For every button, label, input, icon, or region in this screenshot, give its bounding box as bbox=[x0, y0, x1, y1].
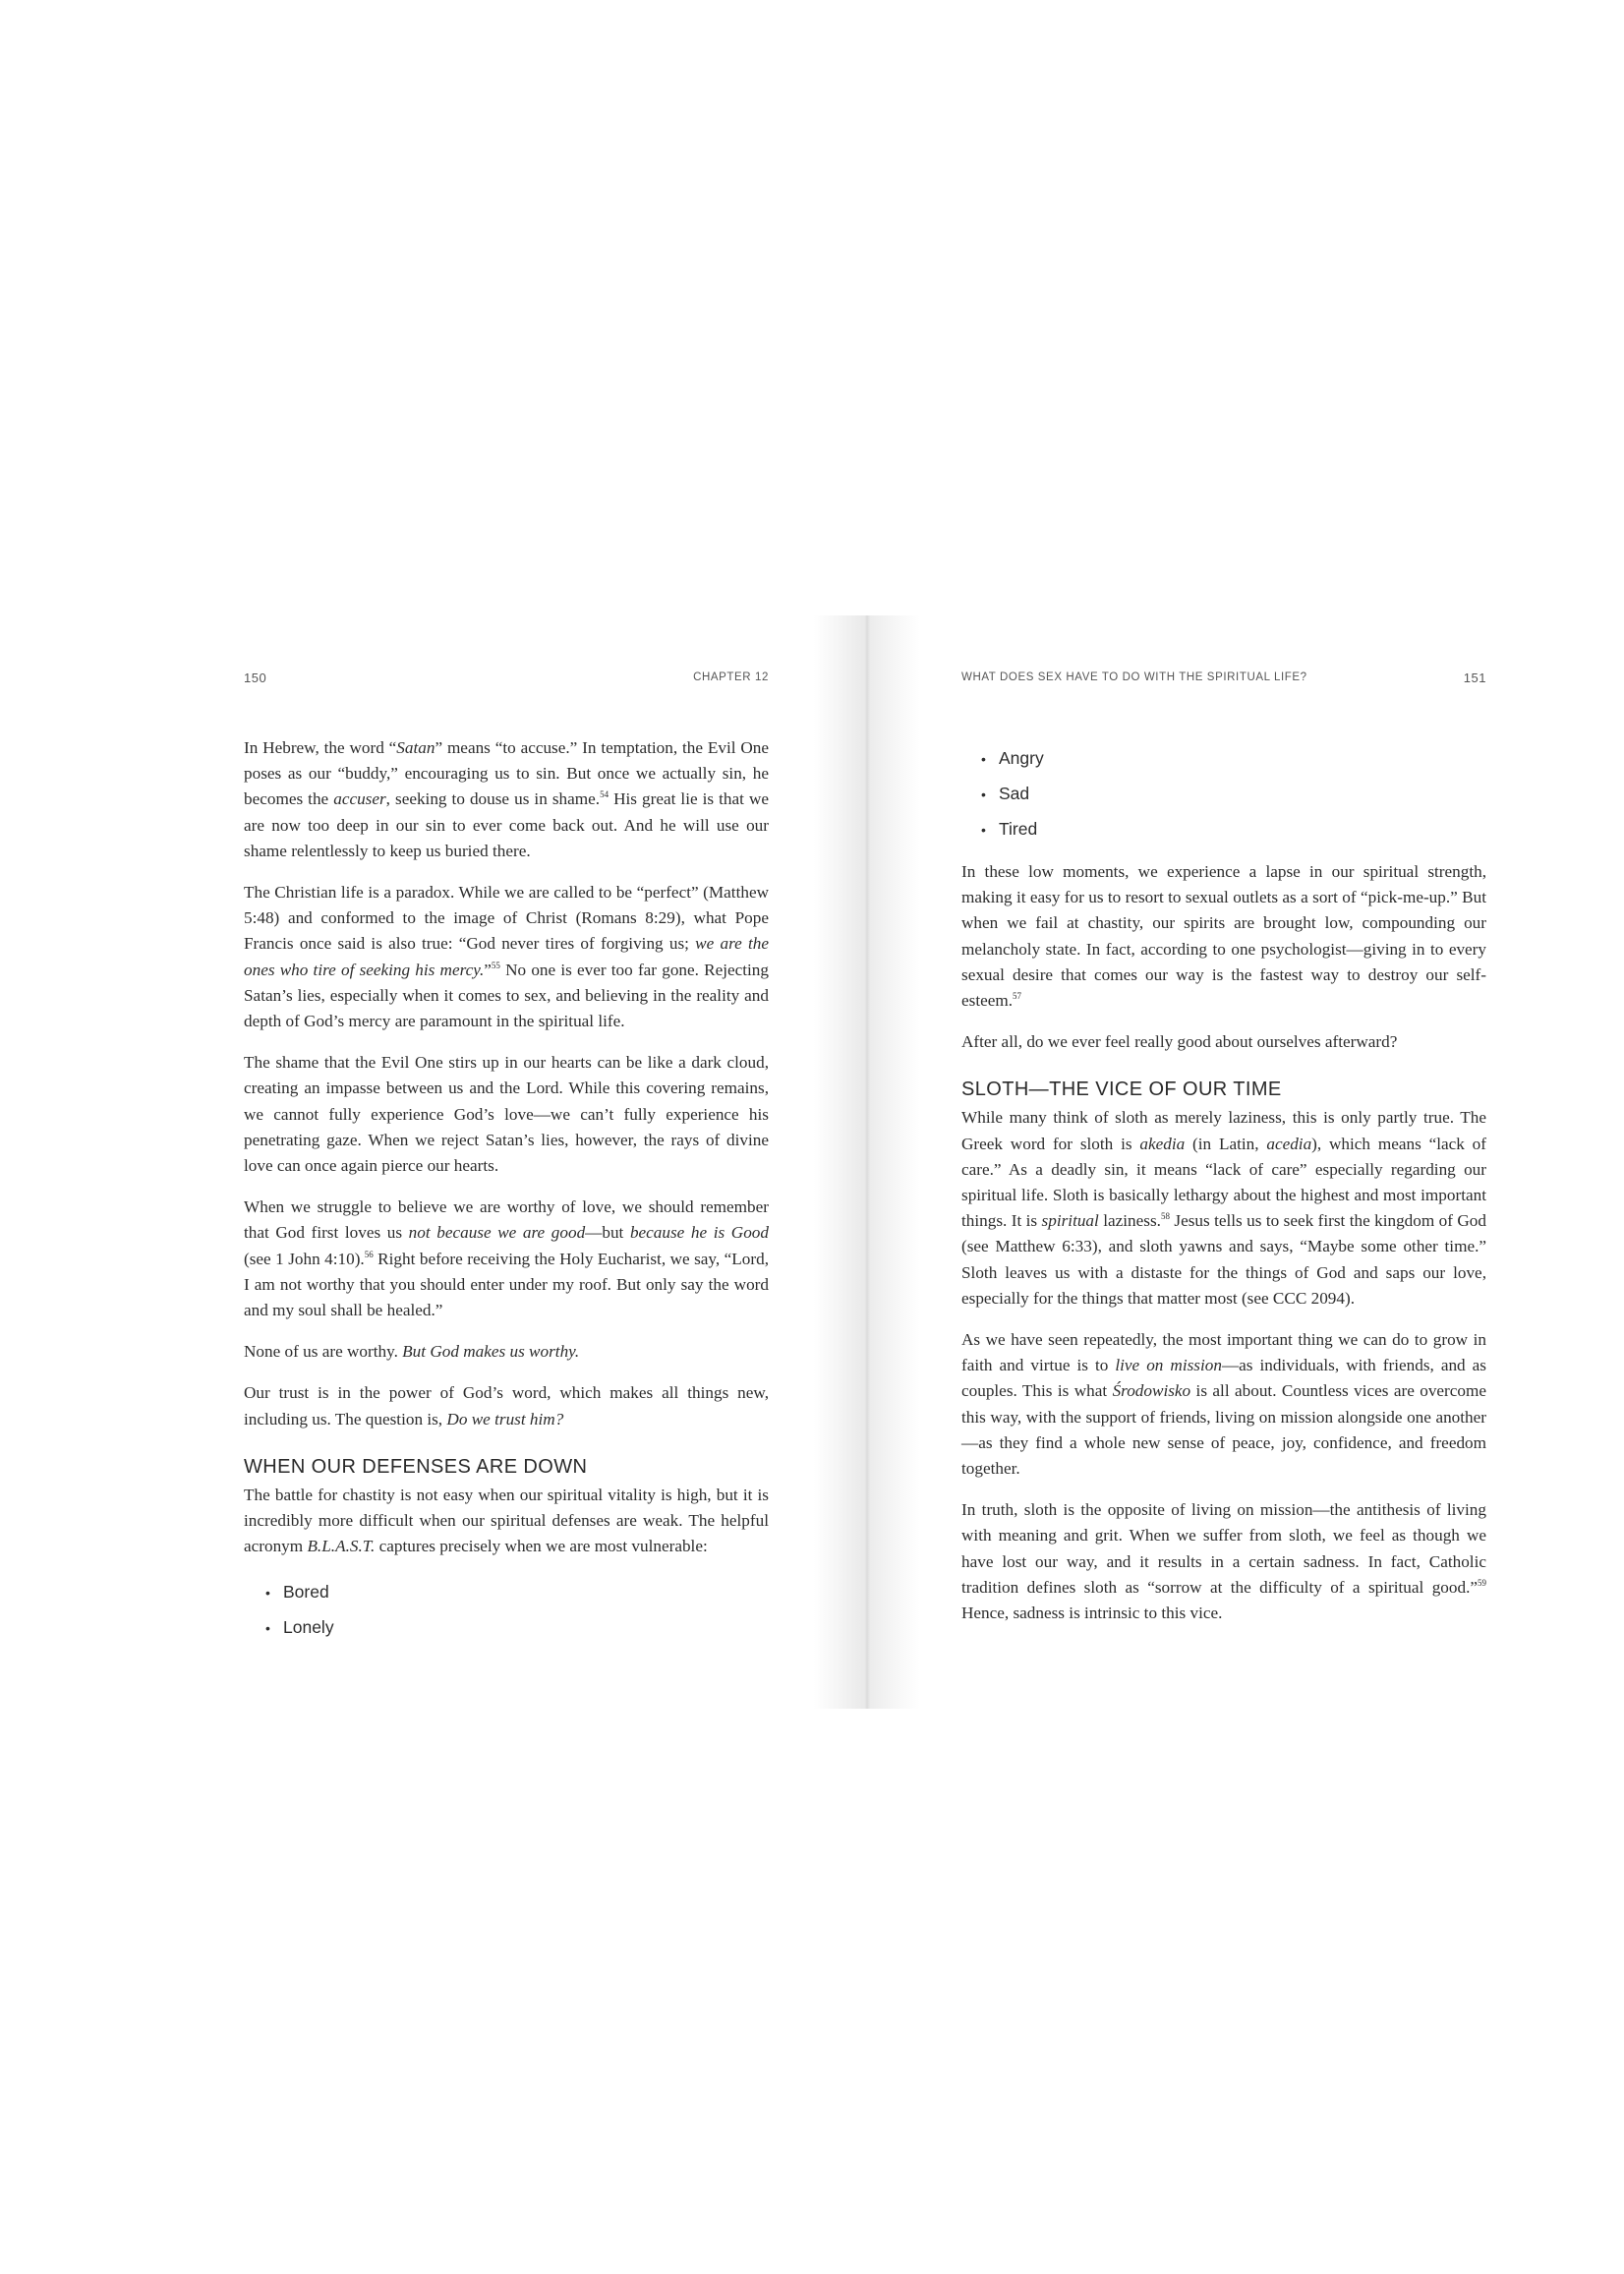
list-item bbox=[265, 1575, 769, 1610]
footnote-ref: 58 bbox=[1160, 1211, 1170, 1222]
book-gutter-shadow bbox=[814, 615, 920, 1709]
paragraph: When we struggle to believe we are worthy of love, we should remember that God first loves us not because we are good—but because he is Good (see 1 John 4:10).$^{56}$ Right before receiving the Holy Eucharist, we say, “Lord, I am not worthy that you should enter under my roof. But only say the word and my soul shall be healed.” bbox=[244, 1197, 770, 1320]
italic-text: not because we are good bbox=[408, 1223, 586, 1243]
paragraph: In these low moments, we experience a lapse in our spiritual strength, making it easy for us to resort to sexual outlets as a sort of “pick-me-up.” But when we fail at chastity, our spirits are brought low, compounding our melancholy state. In fact, according to one psychologist—giving in to every sexual desire that comes our way is the fastest way to destroy our self-esteem.$^{57}$ bbox=[961, 862, 1486, 1011]
list-item-label: Bored bbox=[283, 1582, 329, 1603]
section-heading: SLOTH—THE VICE OF OUR TIME bbox=[961, 1079, 1282, 1101]
left-page-body bbox=[244, 735, 769, 1658]
italic-text: B.L.A.S.T. bbox=[307, 1537, 376, 1556]
list-item bbox=[981, 812, 1486, 847]
paragraph: In Hebrew, the word “Satan” means “to accuse.” In temptation, the Evil One poses as our “buddy,” encouraging us to sin. But once we actually sin, he becomes the accuser, seeking to douse us in shame.$^{54}$ His great lie is that we are now too deep in our sin to ever come back out. And he will use our shame relentlessly to keep us buried there. bbox=[244, 738, 769, 860]
left-page-number: 150 bbox=[244, 671, 267, 685]
bullet-icon: • bbox=[981, 751, 986, 767]
italic-text: akedia bbox=[1139, 1134, 1186, 1153]
italic-text: acedia bbox=[1266, 1134, 1312, 1153]
left-page bbox=[244, 615, 769, 1709]
right-running-header bbox=[961, 671, 1486, 690]
right-running-head: WHAT DOES SEX HAVE TO DO WITH THE SPIRITUAL LIFE? bbox=[961, 671, 1307, 683]
right-page-number: 151 bbox=[1463, 671, 1486, 685]
list-item-label: Tired bbox=[999, 819, 1038, 839]
italic-text: spiritual bbox=[1041, 1211, 1099, 1231]
list-item bbox=[981, 741, 1486, 777]
paragraph: Our trust is in the power of God’s word, which makes all things new, including us. The question is, Do we trust him? bbox=[244, 1383, 769, 1429]
footnote-ref: 57 bbox=[1013, 991, 1022, 1002]
left-running-head: CHAPTER 12 bbox=[693, 671, 769, 683]
right-page-body bbox=[961, 741, 1486, 1642]
italic-text: But God makes us worthy. bbox=[402, 1342, 580, 1362]
blast-list bbox=[244, 1575, 769, 1646]
list-item-label: Sad bbox=[999, 784, 1030, 803]
paragraph: As we have seen repeatedly, the most important thing we can do to grow in faith and virtue is to live on mission—as individuals, with friends, and as couples. This is what Środowisko is all about. Countless vices are overcome this way, with the support of friends, living on mission alongside one another—as they find a whole new sense of peace, joy, confidence, and freedom together. bbox=[961, 1330, 1486, 1479]
italic-text: Do we trust him? bbox=[446, 1409, 564, 1429]
paragraph: The shame that the Evil One stirs up in our hearts can be like a dark cloud, creating an impasse between us and the Lord. While this covering remains, we cannot fully experience God’s love—we can’t fully experience his penetrating gaze. When we reject Satan’s lies, however, the rays of divine love can once again pierce our hearts. bbox=[244, 1053, 769, 1176]
blast-list-continued bbox=[961, 741, 1486, 847]
italic-text: we are the ones who tire of seeking his mercy. bbox=[244, 934, 769, 979]
paragraph: The Christian life is a paradox. While we are called to be “perfect” (Matthew 5:48) and conformed to the image of Christ (Romans 8:29), what Pope Francis once said is also true: “God never tires of forgiving us; we are the ones who tire of seeking his mercy.”$^{55}$ No one is ever too far gone. Rejecting Satan’s lies, especially when it comes to sex, and believing in the reality and depth of God’s mercy are paramount in the spiritual life. bbox=[244, 883, 769, 1031]
list-item bbox=[265, 1610, 769, 1646]
footnote-ref: 56 bbox=[364, 1249, 374, 1259]
bullet-icon: • bbox=[265, 1620, 270, 1637]
list-item-label: Lonely bbox=[283, 1617, 334, 1638]
footnote-ref: 59 bbox=[1478, 1577, 1486, 1588]
italic-text: Środowisko bbox=[1112, 1381, 1191, 1401]
bullet-icon: • bbox=[981, 822, 986, 838]
list-item bbox=[981, 777, 1486, 812]
footnote-ref: 55 bbox=[491, 960, 500, 970]
paragraph: None of us are worthy. But God makes us worthy. bbox=[244, 1342, 580, 1362]
paragraph: In truth, sloth is the opposite of living on mission—the antithesis of living with meaning and grit. When we suffer from sloth, we feel as though we have lost our way, and it results in a certain sadness. In fact, Catholic tradition defines sloth as “sorrow at the difficulty of a spiritual good.”$^{59}$ Hence, sadness is intrinsic to this vice. bbox=[961, 1500, 1486, 1623]
paragraph: While many think of sloth as merely laziness, this is only partly true. The Greek word for sloth is akedia (in Latin, acedia), which means “lack of care.” As a deadly sin, it means “lack of care” especially regarding our spiritual life. Sloth is basically lethargy about the highest and most important things. It is spiritual laziness.$^{58}$ Jesus tells us to seek first the kingdom of God (see Matthew 6:33), and sloth yawns and says, “Maybe some other time.” Sloth leaves us with a distaste for the things of God and saps our love, especially for the things that matter most (see CCC 2094). bbox=[961, 1108, 1486, 1308]
left-running-header bbox=[244, 671, 769, 690]
italic-text: Satan bbox=[396, 738, 435, 757]
paragraph: The battle for chastity is not easy when our spiritual vitality is high, but it is incredibly more difficult when our spiritual defenses are weak. The helpful acronym B.L.A.S.T. captures precisely when we are most vulnerable: bbox=[244, 1485, 769, 1556]
list-item-label: Angry bbox=[999, 748, 1044, 768]
section-heading: WHEN OUR DEFENSES ARE DOWN bbox=[244, 1455, 588, 1478]
italic-text: because he is Good bbox=[629, 1223, 769, 1243]
bullet-icon: • bbox=[981, 787, 986, 802]
footnote-ref: 54 bbox=[600, 789, 609, 800]
right-page bbox=[961, 615, 1486, 1709]
bullet-icon: • bbox=[265, 1585, 270, 1602]
italic-text: accuser bbox=[333, 789, 386, 809]
paragraph: After all, do we ever feel really good about ourselves afterward? bbox=[961, 1032, 1398, 1052]
italic-text: live on mission bbox=[1115, 1356, 1222, 1375]
